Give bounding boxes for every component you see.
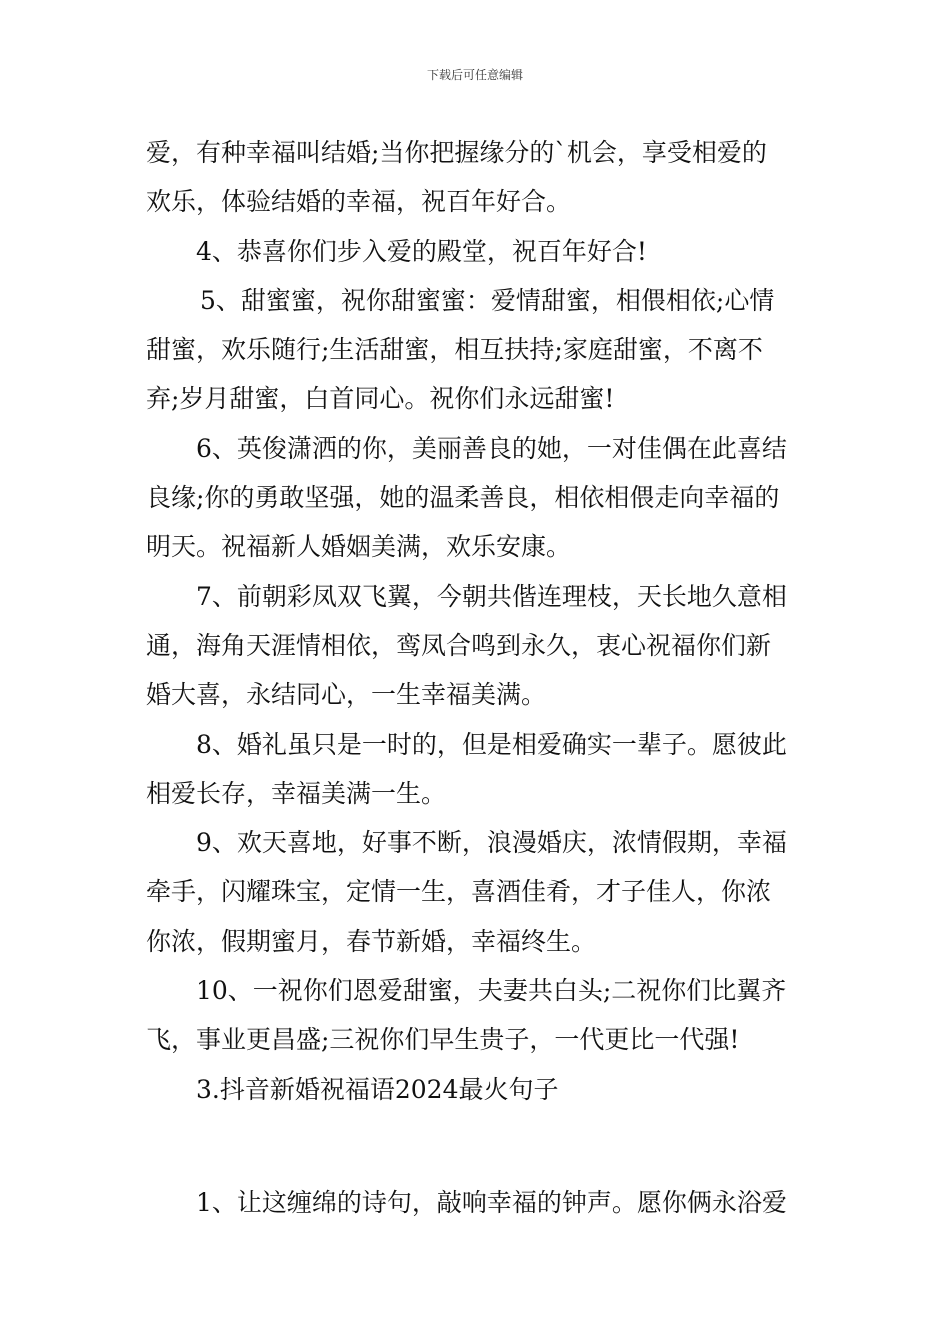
text-line: 你浓，假期蜜月，春节新婚，幸福终生。 [146, 926, 597, 956]
text-line: 通，海角天涯情相依，鸾凤合鸣到永久，衷心祝福你们新 [146, 630, 772, 660]
list-item-5: 5、甜蜜蜜，祝你甜蜜蜜：爱情甜蜜，相偎相依;心情 [200, 285, 775, 315]
list-item-4: 4、恭喜你们步入爱的殿堂，祝百年好合! [196, 236, 647, 266]
list-item-7: 7、前朝彩凤双飞翼，今朝共偕连理枝，天长地久意相 [196, 581, 787, 611]
blank-line [146, 1114, 808, 1163]
list-item-10: 10、一祝你们恩爱甜蜜，夫妻共白头;二祝你们比翼齐 [196, 976, 787, 1006]
text-line: 飞，事业更昌盛;三祝你们早生贵子，一代更比一代强! [146, 1025, 740, 1055]
text-line: 弃;岁月甜蜜，白首同心。祝你们永远甜蜜! [146, 384, 615, 414]
text-line: 良缘;你的勇敢坚强，她的温柔善良，相依相偎走向幸福的 [146, 483, 780, 513]
text-line: 明天。祝福新人婚姻美满，欢乐安康。 [146, 532, 572, 562]
text-line: 欢乐，体验结婚的幸福，祝百年好合。 [146, 187, 572, 217]
text-line: 婚大喜，永结同心，一生幸福美满。 [146, 680, 547, 710]
page-header: 下载后可任意编辑 [426, 68, 523, 82]
list-item-9: 9、欢天喜地，好事不断，浪漫婚庆，浓情假期，幸福 [196, 828, 787, 858]
text-line: 相爱长存，幸福美满一生。 [146, 778, 447, 808]
list-item-8: 8、婚礼虽只是一时的，但是相爱确实一辈子。愿彼此 [196, 729, 787, 759]
list-item-6: 6、英俊潇洒的你，美丽善良的她，一对佳偶在此喜结 [196, 433, 787, 463]
text-line: 牵手，闪耀珠宝，定情一生，喜酒佳肴，才子佳人，你浓 [146, 877, 772, 907]
document-body [146, 128, 808, 1228]
list-item-1: 1、让这缠绵的诗句，敲响幸福的钟声。愿你俩永浴爱 [196, 1188, 787, 1218]
text-line: 爱，有种幸福叫结婚;当你把握缘分的`机会，享受相爱的 [146, 138, 767, 167]
section-heading: 3.抖音新婚祝福语2024最火句子 [196, 1074, 559, 1104]
text-line: 甜蜜，欢乐随行;生活甜蜜，相互扶持;家庭甜蜜，不离不 [146, 335, 763, 365]
spacing [146, 1163, 808, 1178]
